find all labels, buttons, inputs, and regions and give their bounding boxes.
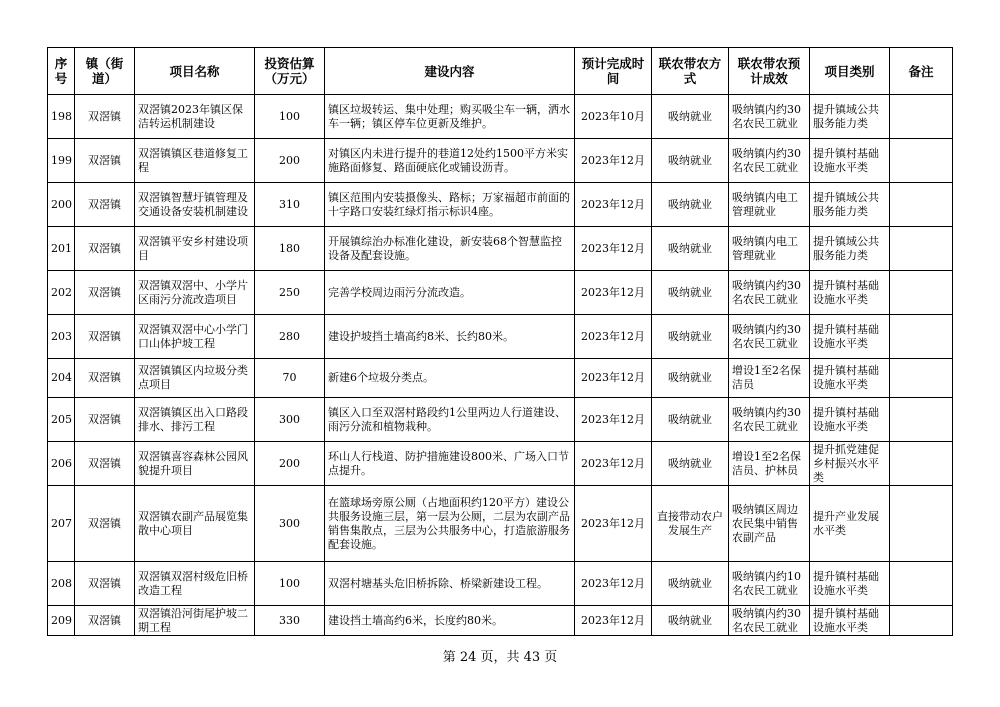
project-name-cell: 双滘镇2023年镇区保洁转运机制建设: [135, 95, 255, 139]
header-investment: 投资估算（万元）: [255, 48, 325, 95]
project-name-cell: 双滘镇镇区巷道修复工程: [135, 139, 255, 183]
project-name-cell: 双滘镇智慧圩镇管理及交通设备安装机制建设: [135, 183, 255, 227]
project-name-cell: 双滘镇喜容森林公园风貌提升项目: [135, 442, 255, 486]
row-number-cell: 209: [48, 606, 75, 636]
table-row: [48, 442, 953, 486]
construction-content-cell: 建设挡土墙高约6米，长度约80米。: [325, 606, 575, 636]
linkage-mode-cell: 吸纳就业: [652, 359, 729, 398]
note-cell: [890, 139, 953, 183]
linkage-effect-cell: 吸纳镇内约30名农民工就业: [729, 139, 810, 183]
completion-time-cell: 2023年12月: [575, 315, 652, 359]
construction-content-cell: 建设护坡挡土墙高约8米、长约80米。: [325, 315, 575, 359]
table-row: [48, 606, 953, 636]
town-cell: 双滘镇: [75, 398, 135, 442]
completion-time-cell: 2023年12月: [575, 183, 652, 227]
project-table: [47, 47, 953, 636]
completion-time-cell: 2023年12月: [575, 562, 652, 606]
table-header-row: [48, 48, 953, 95]
project-category-cell: 提升镇域公共服务能力类: [810, 95, 890, 139]
note-cell: [890, 271, 953, 315]
project-category-cell: 提升抓党建促乡村振兴水平类: [810, 442, 890, 486]
investment-cell: 100: [255, 562, 325, 606]
completion-time-cell: 2023年12月: [575, 486, 652, 562]
construction-content-cell: 双滘村塘基头危旧桥拆除、桥梁新建设工程。: [325, 562, 575, 606]
construction-content-cell: 镇区范围内安装摄像头、路标；万家福超市前面的十字路口安装红绿灯指示标识4座。: [325, 183, 575, 227]
construction-content-cell: 在篮球场旁原公厕（占地面积约120平方）建设公共服务设施三层，第一层为公厕，二层为农副产品销售集散点，三层为公共服务中心，打造旅游服务配套设施。: [325, 486, 575, 562]
row-number-cell: 204: [48, 359, 75, 398]
project-name-cell: 双滘镇镇区内垃圾分类点项目: [135, 359, 255, 398]
town-cell: 双滘镇: [75, 227, 135, 271]
row-number-cell: 203: [48, 315, 75, 359]
row-number-cell: 200: [48, 183, 75, 227]
construction-content-cell: 镇区垃圾转运、集中处理；购买吸尘车一辆，洒水车一辆；镇区停车位更新及维护。: [325, 95, 575, 139]
note-cell: [890, 227, 953, 271]
completion-time-cell: 2023年12月: [575, 398, 652, 442]
project-category-cell: 提升镇村基础设施水平类: [810, 606, 890, 636]
row-number-cell: 208: [48, 562, 75, 606]
table-row: [48, 95, 953, 139]
investment-cell: 300: [255, 398, 325, 442]
construction-content-cell: 环山人行栈道、防护措施建设800米、广场入口节点提升。: [325, 442, 575, 486]
project-category-cell: 提升镇村基础设施水平类: [810, 359, 890, 398]
header-content: 建设内容: [325, 48, 575, 95]
investment-cell: 300: [255, 486, 325, 562]
project-name-cell: 双滘镇双滘村级危旧桥改造工程: [135, 562, 255, 606]
table-row: [48, 227, 953, 271]
table-row: [48, 315, 953, 359]
project-name-cell: 双滘镇双滘中、小学片区雨污分流改造项目: [135, 271, 255, 315]
completion-time-cell: 2023年12月: [575, 271, 652, 315]
linkage-effect-cell: 增设1至2名保洁员、护林员: [729, 442, 810, 486]
table-row: [48, 486, 953, 562]
header-note: 备注: [890, 48, 953, 95]
town-cell: 双滘镇: [75, 315, 135, 359]
linkage-effect-cell: 吸纳镇内约30名农民工就业: [729, 398, 810, 442]
town-cell: 双滘镇: [75, 442, 135, 486]
note-cell: [890, 95, 953, 139]
project-name-cell: 双滘镇平安乡村建设项目: [135, 227, 255, 271]
linkage-mode-cell: 吸纳就业: [652, 271, 729, 315]
construction-content-cell: 完善学校周边雨污分流改造。: [325, 271, 575, 315]
row-number-cell: 207: [48, 486, 75, 562]
investment-cell: 180: [255, 227, 325, 271]
row-number-cell: 206: [48, 442, 75, 486]
linkage-effect-cell: 增设1至2名保洁员: [729, 359, 810, 398]
linkage-mode-cell: 吸纳就业: [652, 227, 729, 271]
project-category-cell: 提升镇村基础设施水平类: [810, 562, 890, 606]
completion-time-cell: 2023年10月: [575, 95, 652, 139]
linkage-mode-cell: 吸纳就业: [652, 139, 729, 183]
linkage-effect-cell: 吸纳镇内电工管理就业: [729, 227, 810, 271]
project-name-cell: 双滘镇镇区出入口路段排水、排污工程: [135, 398, 255, 442]
note-cell: [890, 183, 953, 227]
note-cell: [890, 315, 953, 359]
project-category-cell: 提升镇域公共服务能力类: [810, 227, 890, 271]
investment-cell: 200: [255, 442, 325, 486]
construction-content-cell: 镇区入口至双滘村路段约1公里两边人行道建设、雨污分流和植物栽种。: [325, 398, 575, 442]
completion-time-cell: 2023年12月: [575, 359, 652, 398]
linkage-effect-cell: 吸纳镇区周边农民集中销售农副产品: [729, 486, 810, 562]
town-cell: 双滘镇: [75, 271, 135, 315]
investment-cell: 280: [255, 315, 325, 359]
town-cell: 双滘镇: [75, 359, 135, 398]
project-category-cell: 提升镇村基础设施水平类: [810, 398, 890, 442]
completion-time-cell: 2023年12月: [575, 606, 652, 636]
construction-content-cell: 开展镇综治办标准化建设，新安装68个智慧监控设备及配套设施。: [325, 227, 575, 271]
header-category: 项目类别: [810, 48, 890, 95]
completion-time-cell: 2023年12月: [575, 139, 652, 183]
linkage-mode-cell: 吸纳就业: [652, 95, 729, 139]
linkage-mode-cell: 吸纳就业: [652, 315, 729, 359]
linkage-mode-cell: 直接带动农户发展生产: [652, 486, 729, 562]
header-no: 序号: [48, 48, 75, 95]
table-row: [48, 271, 953, 315]
note-cell: [890, 442, 953, 486]
row-number-cell: 198: [48, 95, 75, 139]
linkage-mode-cell: 吸纳就业: [652, 606, 729, 636]
town-cell: 双滘镇: [75, 183, 135, 227]
investment-cell: 250: [255, 271, 325, 315]
note-cell: [890, 562, 953, 606]
project-category-cell: 提升镇村基础设施水平类: [810, 315, 890, 359]
construction-content-cell: 对镇区内未进行提升的巷道12处约1500平方米实施路面修复、路面硬底化或铺设沥青。: [325, 139, 575, 183]
project-category-cell: 提升镇域公共服务能力类: [810, 183, 890, 227]
completion-time-cell: 2023年12月: [575, 442, 652, 486]
project-category-cell: 提升镇村基础设施水平类: [810, 139, 890, 183]
project-name-cell: 双滘镇双滘中心小学门口山体护坡工程: [135, 315, 255, 359]
note-cell: [890, 606, 953, 636]
table-row: [48, 183, 953, 227]
header-completion-time: 预计完成时间: [575, 48, 652, 95]
linkage-mode-cell: 吸纳就业: [652, 442, 729, 486]
linkage-effect-cell: 吸纳镇内约30名农民工就业: [729, 95, 810, 139]
investment-cell: 200: [255, 139, 325, 183]
completion-time-cell: 2023年12月: [575, 227, 652, 271]
construction-content-cell: 新建6个垃圾分类点。: [325, 359, 575, 398]
header-linkage-mode: 联农带农方式: [652, 48, 729, 95]
town-cell: 双滘镇: [75, 139, 135, 183]
linkage-effect-cell: 吸纳镇内约30名农民工就业: [729, 606, 810, 636]
town-cell: 双滘镇: [75, 606, 135, 636]
investment-cell: 100: [255, 95, 325, 139]
investment-cell: 70: [255, 359, 325, 398]
linkage-effect-cell: 吸纳镇内约10名农民工就业: [729, 562, 810, 606]
row-number-cell: 199: [48, 139, 75, 183]
header-project-name: 项目名称: [135, 48, 255, 95]
project-category-cell: 提升产业发展水平类: [810, 486, 890, 562]
linkage-effect-cell: 吸纳镇内约30名农民工就业: [729, 271, 810, 315]
investment-cell: 310: [255, 183, 325, 227]
note-cell: [890, 486, 953, 562]
linkage-effect-cell: 吸纳镇内约30名农民工就业: [729, 315, 810, 359]
project-name-cell: 双滘镇农副产品展览集散中心项目: [135, 486, 255, 562]
table-row: [48, 562, 953, 606]
header-linkage-effect: 联农带农预计成效: [729, 48, 810, 95]
header-town: 镇（街道）: [75, 48, 135, 95]
project-name-cell: 双滘镇沿河街尾护坡二期工程: [135, 606, 255, 636]
note-cell: [890, 359, 953, 398]
note-cell: [890, 398, 953, 442]
linkage-mode-cell: 吸纳就业: [652, 562, 729, 606]
row-number-cell: 205: [48, 398, 75, 442]
town-cell: 双滘镇: [75, 486, 135, 562]
row-number-cell: 201: [48, 227, 75, 271]
row-number-cell: 202: [48, 271, 75, 315]
project-category-cell: 提升镇村基础设施水平类: [810, 271, 890, 315]
linkage-effect-cell: 吸纳镇内电工管理就业: [729, 183, 810, 227]
page-footer: 第 24 页，共 43 页: [442, 650, 558, 665]
town-cell: 双滘镇: [75, 562, 135, 606]
table-row: [48, 359, 953, 398]
table-row: [48, 398, 953, 442]
town-cell: 双滘镇: [75, 95, 135, 139]
linkage-mode-cell: 吸纳就业: [652, 183, 729, 227]
investment-cell: 330: [255, 606, 325, 636]
linkage-mode-cell: 吸纳就业: [652, 398, 729, 442]
table-row: [48, 139, 953, 183]
